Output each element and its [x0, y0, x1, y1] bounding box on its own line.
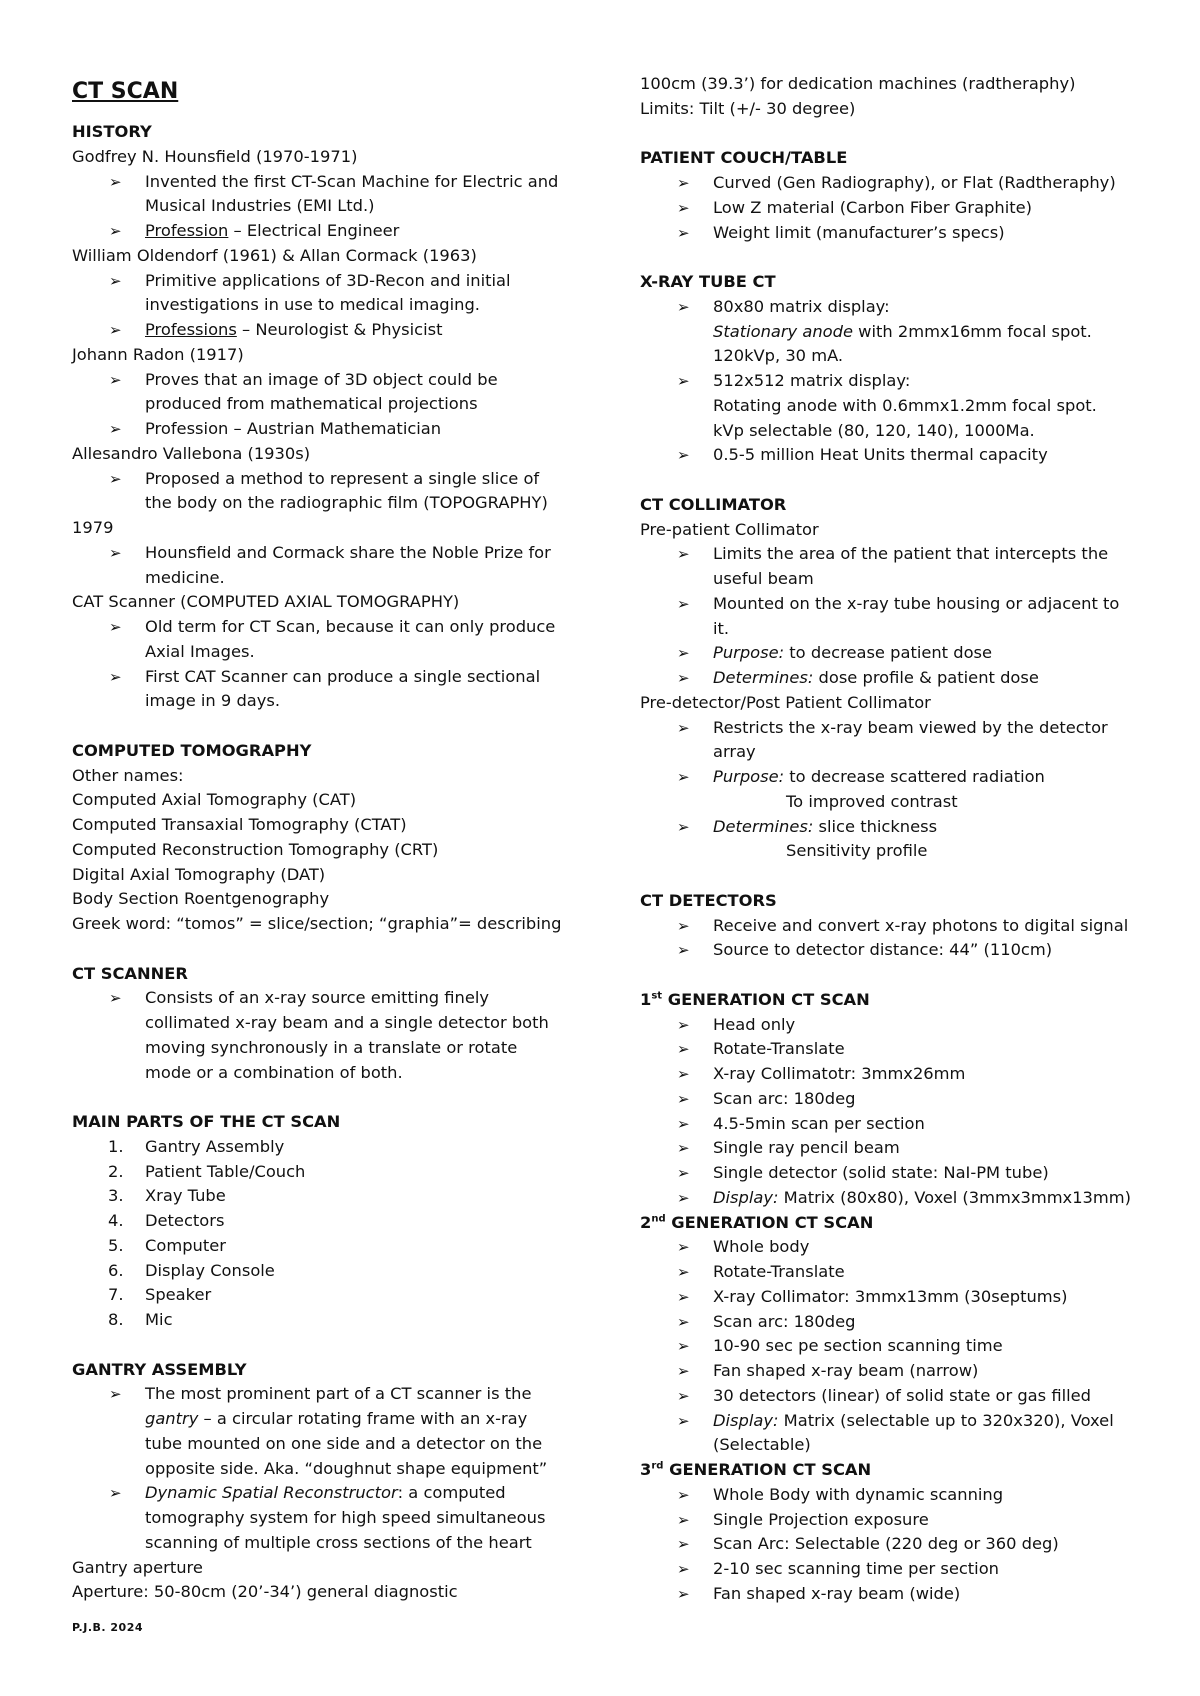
arrow-bullet-icon: ➢ — [677, 1015, 690, 1034]
arrow-bullet-icon: ➢ — [677, 1312, 690, 1331]
section-heading: CT SCANNER — [72, 963, 188, 983]
bullet-item: ➢ 10-90 sec pe section scanning time — [640, 1334, 1140, 1359]
text-line: Greek word: “tomos” = slice/section; “graphia”= describing — [72, 914, 562, 933]
bullet-item: ➢ Source to detector distance: 44” (110cm) — [640, 938, 1140, 963]
arrow-bullet-icon: ➢ — [677, 1362, 690, 1380]
spacer — [72, 714, 592, 739]
list-item: 6. Display Console — [108, 1260, 275, 1280]
bullet-item: ➢ Invented the first CT-Scan Machine for Electric and Musical Industries (EMI Ltd.) — [109, 171, 559, 216]
arrow-bullet-icon: ➢ — [677, 1411, 690, 1430]
bullet-item: ➢ Purpose: to decrease scattered radiation To improved contrast — [677, 767, 1045, 811]
spacer — [640, 963, 1140, 988]
page-title: CT SCAN — [72, 79, 179, 104]
bullet-item: ➢ Whole Body with dynamic scanning — [640, 1483, 1140, 1508]
arrow-bullet-icon: ➢ — [677, 1065, 690, 1083]
history-person: Allesandro Vallebona (1930s) — [72, 443, 311, 463]
section-heading: 3rd GENERATION CT SCAN — [640, 1460, 872, 1479]
page-footer: P.J.B. 2024 — [72, 1621, 144, 1634]
list-item: 5. Computer — [108, 1235, 226, 1255]
arrow-bullet-icon: ➢ — [677, 1238, 690, 1257]
arrow-bullet-icon: ➢ — [677, 174, 690, 192]
bullet-item: ➢ 4.5-5min scan per section — [640, 1112, 1140, 1137]
arrow-bullet-icon: ➢ — [677, 1287, 690, 1306]
arrow-bullet-icon: ➢ — [677, 223, 690, 242]
bullet-item: ➢ X-ray Collimator: 3mmx13mm (30septums) — [640, 1285, 1140, 1310]
bullet-item: ➢ Head only — [640, 1013, 1140, 1038]
bullet-item: ➢ Fan shaped x-ray beam (wide) — [640, 1582, 1140, 1607]
arrow-bullet-icon: ➢ — [677, 644, 690, 663]
arrow-bullet-icon: ➢ — [109, 172, 122, 191]
bullet-item: ➢ X-ray Collimatotr: 3mmx26mm — [640, 1062, 1140, 1087]
arrow-bullet-icon: ➢ — [109, 667, 122, 686]
right-column — [640, 72, 1140, 1607]
bullet-item: ➢ Curved (Gen Radiography), or Flat (Radtheraphy) — [640, 171, 1140, 196]
list-item: 2. Patient Table/Couch — [108, 1161, 306, 1181]
history-person: Godfrey N. Hounsfield (1970-1971) — [72, 146, 358, 166]
spacer — [72, 1085, 592, 1110]
history-term: CAT Scanner (COMPUTED AXIAL TOMOGRAPHY) — [72, 592, 460, 612]
arrow-bullet-icon: ➢ — [109, 618, 122, 636]
bullet-item: ➢ First CAT Scanner can produce a single sectional image in 9 days. — [109, 666, 541, 711]
arrow-bullet-icon: ➢ — [677, 1114, 690, 1133]
bullet-item: ➢ 80x80 matrix display: Stationary anode with 2mmx16mm focal spot. 120kVp, 30 mA. — [677, 296, 1092, 366]
spacer — [640, 468, 1140, 493]
bullet-item: ➢ Profession – Austrian Mathematician — [72, 417, 592, 442]
text-line: 100cm (39.3’) for dedication machines (radtheraphy) — [640, 74, 1076, 93]
text-line: Body Section Roentgenography — [72, 889, 330, 909]
bullet-item: ➢ Rotate-Translate — [640, 1260, 1140, 1285]
arrow-bullet-icon: ➢ — [109, 469, 122, 488]
bullet-item: ➢ Scan arc: 180deg — [640, 1310, 1140, 1335]
section-heading: 1st GENERATION CT SCAN — [640, 989, 870, 1009]
bullet-item: ➢ Low Z material (Carbon Fiber Graphite) — [640, 196, 1140, 221]
arrow-bullet-icon: ➢ — [677, 1188, 690, 1207]
list-item: 4. Detectors — [108, 1211, 225, 1230]
bullet-item: ➢ Single Projection exposure — [640, 1508, 1140, 1533]
bullet-item: ➢ The most prominent part of a CT scanner is the gantry – a circular rotating frame with an x-ray tube mounted on one side and a detector on the opposite side. Aka. “doughnut shape equipment” — [109, 1384, 548, 1478]
history-person: Johann Radon (1917) — [72, 344, 244, 364]
arrow-bullet-icon: ➢ — [677, 817, 690, 836]
bullet-item: ➢ Profession – Electrical Engineer — [72, 219, 592, 244]
bullet-item: ➢ Old term for CT Scan, because it can only produce Axial Images. — [109, 617, 556, 661]
arrow-bullet-icon: ➢ — [109, 420, 122, 438]
arrow-bullet-icon: ➢ — [677, 198, 690, 217]
bullet-item: ➢ Primitive applications of 3D-Recon and initial investigations in use to medical imaging. — [109, 270, 511, 315]
arrow-bullet-icon: ➢ — [677, 1535, 690, 1554]
arrow-bullet-icon: ➢ — [109, 543, 122, 562]
arrow-bullet-icon: ➢ — [677, 372, 690, 390]
section-heading: CT DETECTORS — [640, 890, 777, 910]
arrow-bullet-icon: ➢ — [677, 297, 690, 316]
arrow-bullet-icon: ➢ — [109, 1484, 122, 1503]
bullet-item: ➢ Display: Matrix (selectable up to 320x320), Voxel (Selectable) — [677, 1410, 1114, 1455]
spacer — [72, 937, 592, 962]
text-line: Gantry aperture — [72, 1557, 203, 1577]
bullet-item: ➢ Hounsfield and Cormack share the Noble Prize for medicine. — [109, 542, 551, 587]
arrow-bullet-icon: ➢ — [677, 1386, 690, 1405]
text-line: Computed Transaxial Tomography (CTAT) — [72, 815, 407, 834]
bullet-item: ➢ 2-10 sec scanning time per section — [640, 1557, 1140, 1582]
bullet-item: ➢ Whole body — [640, 1235, 1140, 1260]
bullet-item: ➢ Determines: dose profile & patient dose — [640, 666, 1140, 691]
text-line: Computed Reconstruction Tomography (CRT) — [72, 839, 439, 859]
arrow-bullet-icon: ➢ — [109, 989, 122, 1008]
section-heading: PATIENT COUCH/TABLE — [640, 148, 848, 168]
arrow-bullet-icon: ➢ — [677, 1510, 690, 1529]
arrow-bullet-icon: ➢ — [677, 1040, 690, 1059]
spacer — [640, 864, 1140, 889]
section-heading: COMPUTED TOMOGRAPHY — [72, 740, 312, 760]
arrow-bullet-icon: ➢ — [677, 1089, 690, 1108]
bullet-item: ➢ Professions – Neurologist & Physicist — [72, 318, 592, 343]
arrow-bullet-icon: ➢ — [677, 545, 690, 564]
bullet-item: ➢ Fan shaped x-ray beam (narrow) — [640, 1359, 1140, 1384]
text-line: Other names: — [72, 765, 184, 785]
left-column — [72, 72, 592, 1605]
list-item: 8. Mic — [108, 1310, 173, 1329]
arrow-bullet-icon: ➢ — [677, 768, 690, 786]
arrow-bullet-icon: ➢ — [677, 1337, 690, 1356]
text-line: Aperture: 50-80cm (20’-34’) general diagnostic — [72, 1582, 458, 1602]
text-line: Pre-detector/Post Patient Collimator — [640, 692, 931, 712]
arrow-bullet-icon: ➢ — [109, 321, 122, 339]
arrow-bullet-icon: ➢ — [677, 446, 690, 465]
history-year: 1979 — [72, 518, 114, 537]
arrow-bullet-icon: ➢ — [677, 1139, 690, 1158]
bullet-item: ➢ 512x512 matrix display: Rotating anode with 0.6mmx1.2mm focal spot. kVp selectable (80, 120, 140), 1000Ma. — [677, 371, 1097, 440]
section-heading: CT COLLIMATOR — [640, 494, 787, 514]
arrow-bullet-icon: ➢ — [677, 1485, 690, 1504]
bullet-item: ➢ Display: Matrix (80x80), Voxel (3mmx3mmx13mm) — [640, 1186, 1140, 1211]
bullet-item: ➢ Dynamic Spatial Reconstructor: a computed tomography system for high speed simultaneous scanning of multiple cross sections of the heart — [109, 1483, 546, 1552]
bullet-item: ➢ Consists of an x-ray source emitting finely collimated x-ray beam and a single detector both moving synchronously in a translate or rotate mode or a combination of both. — [109, 988, 549, 1082]
bullet-item: ➢ 0.5-5 million Heat Units thermal capacity — [640, 443, 1140, 468]
bullet-item: ➢ Proves that an image of 3D object could be produced from mathematical projections — [109, 369, 498, 414]
spacer — [72, 1333, 592, 1358]
text-line: Pre-patient Collimator — [640, 519, 819, 539]
arrow-bullet-icon: ➢ — [677, 1263, 690, 1281]
spacer — [640, 245, 1140, 270]
bullet-item: ➢ Single ray pencil beam — [640, 1136, 1140, 1161]
arrow-bullet-icon: ➢ — [109, 271, 122, 290]
arrow-bullet-icon: ➢ — [677, 916, 690, 935]
arrow-bullet-icon: ➢ — [677, 1164, 690, 1182]
section-heading: MAIN PARTS OF THE CT SCAN — [72, 1112, 341, 1131]
history-person: William Oldendorf (1961) & Allan Cormack (1963) — [72, 245, 477, 265]
arrow-bullet-icon: ➢ — [677, 941, 690, 960]
bullet-item: ➢ Single detector (solid state: NaI-PM tube) — [640, 1161, 1140, 1186]
arrow-bullet-icon: ➢ — [109, 1385, 122, 1404]
bullet-item: ➢ 30 detectors (linear) of solid state or gas filled — [640, 1384, 1140, 1409]
section-heading: 2nd GENERATION CT SCAN — [640, 1212, 874, 1232]
bullet-item: ➢ Determines: slice thickness Sensitivity profile — [677, 816, 938, 861]
list-item: 3. Xray Tube — [108, 1186, 226, 1206]
bullet-item: ➢ Limits the area of the patient that intercepts the useful beam — [677, 544, 1109, 588]
bullet-item: ➢ Purpose: to decrease patient dose — [640, 641, 1140, 666]
bullet-item: ➢ Scan arc: 180deg — [640, 1087, 1140, 1112]
bullet-item: ➢ Receive and convert x-ray photons to digital signal — [640, 914, 1140, 939]
section-heading: X-RAY TUBE CT — [640, 272, 776, 291]
arrow-bullet-icon: ➢ — [677, 718, 690, 737]
bullet-item: ➢ Weight limit (manufacturer’s specs) — [640, 221, 1140, 246]
arrow-bullet-icon: ➢ — [677, 1584, 690, 1603]
list-item: 1. Gantry Assembly — [108, 1136, 285, 1156]
list-item: 7. Speaker — [108, 1285, 212, 1305]
arrow-bullet-icon: ➢ — [109, 222, 122, 240]
arrow-bullet-icon: ➢ — [677, 669, 690, 687]
text-line: Limits: Tilt (+/- 30 degree) — [640, 98, 856, 118]
arrow-bullet-icon: ➢ — [677, 1560, 690, 1578]
text-line: Computed Axial Tomography (CAT) — [72, 790, 357, 810]
section-heading: GANTRY ASSEMBLY — [72, 1359, 247, 1379]
bullet-item: ➢ Restricts the x-ray beam viewed by the detector array — [677, 717, 1108, 762]
arrow-bullet-icon: ➢ — [677, 594, 690, 613]
bullet-item: ➢ Scan Arc: Selectable (220 deg or 360 deg) — [640, 1532, 1140, 1557]
arrow-bullet-icon: ➢ — [109, 370, 122, 389]
history-heading: HISTORY — [72, 122, 152, 141]
spacer — [640, 122, 1140, 147]
bullet-item: ➢ Mounted on the x-ray tube housing or adjacent to it. — [677, 593, 1120, 638]
text-line: Digital Axial Tomography (DAT) — [72, 864, 326, 884]
bullet-item: ➢ Proposed a method to represent a single slice of the body on the radiographic film (TOPOGRAPHY) — [109, 468, 548, 513]
bullet-item: ➢ Rotate-Translate — [640, 1037, 1140, 1062]
